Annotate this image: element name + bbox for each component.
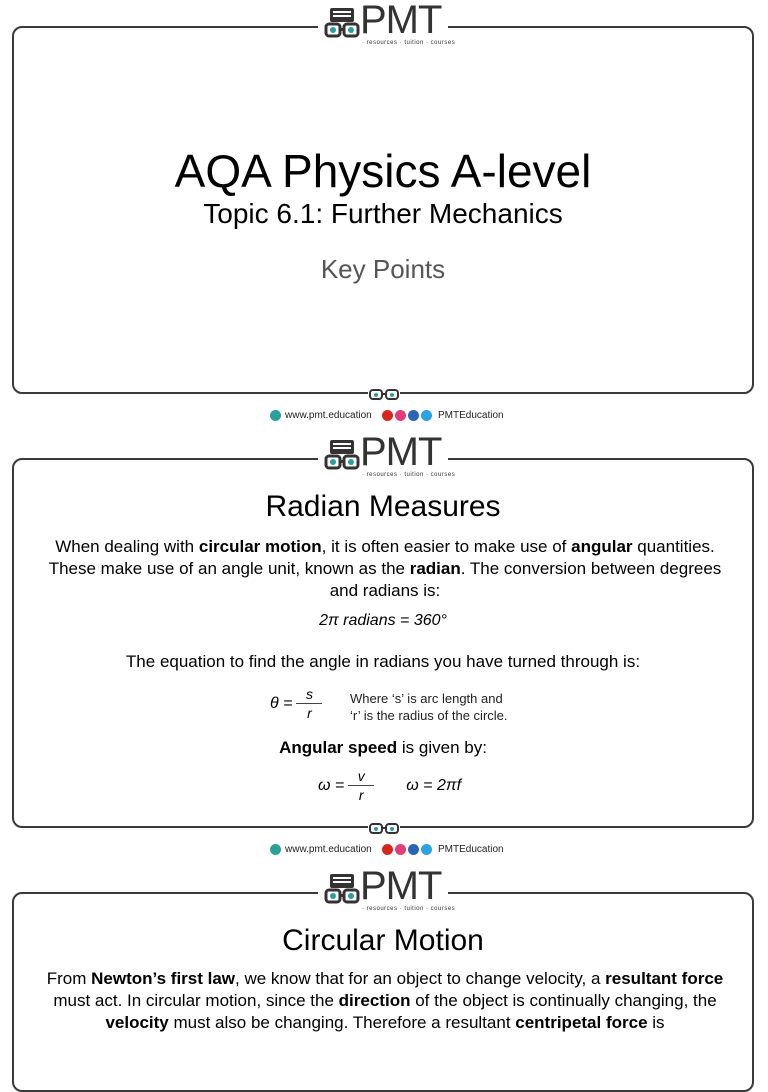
logo-tagline: · resources · tuition · courses	[362, 40, 456, 46]
cursor-icon	[270, 844, 281, 855]
website-link[interactable]	[270, 844, 372, 855]
website-text: www.pmt.education	[285, 844, 372, 855]
glasses-icon	[324, 438, 360, 478]
website-text: www.pmt.education	[285, 410, 372, 421]
document-title: AQA Physics A-level	[174, 145, 592, 197]
logo-tagline: · resources · tuition · courses	[362, 906, 456, 912]
circular-card	[12, 892, 754, 1092]
angle-paragraph: The equation to find the angle in radians you have turned through is:	[125, 652, 641, 671]
circular-paragraph: From Newton’s first law, we know that for an object to change velocity, a resultant force must act. In circular motion, since the direction of the object is continually changing, the velocity must also be changing. Therefore a resultant centripetal force is	[46, 969, 724, 1032]
theta-note: Where ‘s’ is arc length and ‘r’ is the radius of the circle.	[350, 691, 508, 723]
youtube-icon[interactable]	[382, 844, 393, 855]
youtube-icon[interactable]	[382, 410, 393, 421]
omega-equation: ω = $\frac{v}{r}$ ω = 2πf	[318, 768, 462, 803]
facebook-icon[interactable]	[408, 844, 419, 855]
section-heading: Radian Measures	[265, 490, 501, 523]
logo-text: PMT	[360, 430, 442, 474]
twitter-icon[interactable]	[421, 410, 432, 421]
logo-tagline: · resources · tuition · courses	[362, 472, 456, 478]
page-footer	[0, 408, 768, 424]
instagram-icon[interactable]	[395, 410, 406, 421]
theta-equation: θ = $\frac{s}{r}$	[270, 686, 326, 721]
social-links	[382, 844, 504, 855]
website-link[interactable]	[270, 410, 372, 421]
page-footer	[0, 842, 768, 858]
social-links	[382, 410, 504, 421]
pmt-logo	[318, 864, 456, 920]
facebook-icon[interactable]	[408, 410, 419, 421]
pmt-logo	[318, 0, 456, 54]
document-subtitle: Topic 6.1: Further Mechanics	[203, 198, 563, 229]
title-card	[12, 26, 754, 394]
intro-paragraph: When dealing with circular motion, it is often easier to make use of angular quantities. These make use of an angle unit, known as the radian. The conversion between degrees and radians is:	[48, 537, 722, 600]
section-heading: Circular Motion	[282, 924, 484, 957]
social-handle: PMTEducation	[438, 410, 504, 421]
pmt-logo	[318, 430, 456, 486]
twitter-icon[interactable]	[421, 844, 432, 855]
radian-card	[12, 458, 754, 828]
glasses-icon	[324, 6, 360, 46]
glasses-icon	[368, 388, 400, 402]
angular-speed-line: Angular speed is given by:	[279, 738, 487, 757]
glasses-icon	[368, 822, 400, 836]
key-points-label: Key Points	[320, 254, 446, 284]
cursor-icon	[270, 410, 281, 421]
conversion-equation: 2π radians = 360°	[319, 612, 447, 629]
logo-text: PMT	[360, 864, 442, 908]
social-handle: PMTEducation	[438, 844, 504, 855]
logo-text: PMT	[360, 0, 442, 42]
instagram-icon[interactable]	[395, 844, 406, 855]
glasses-icon	[324, 872, 360, 912]
